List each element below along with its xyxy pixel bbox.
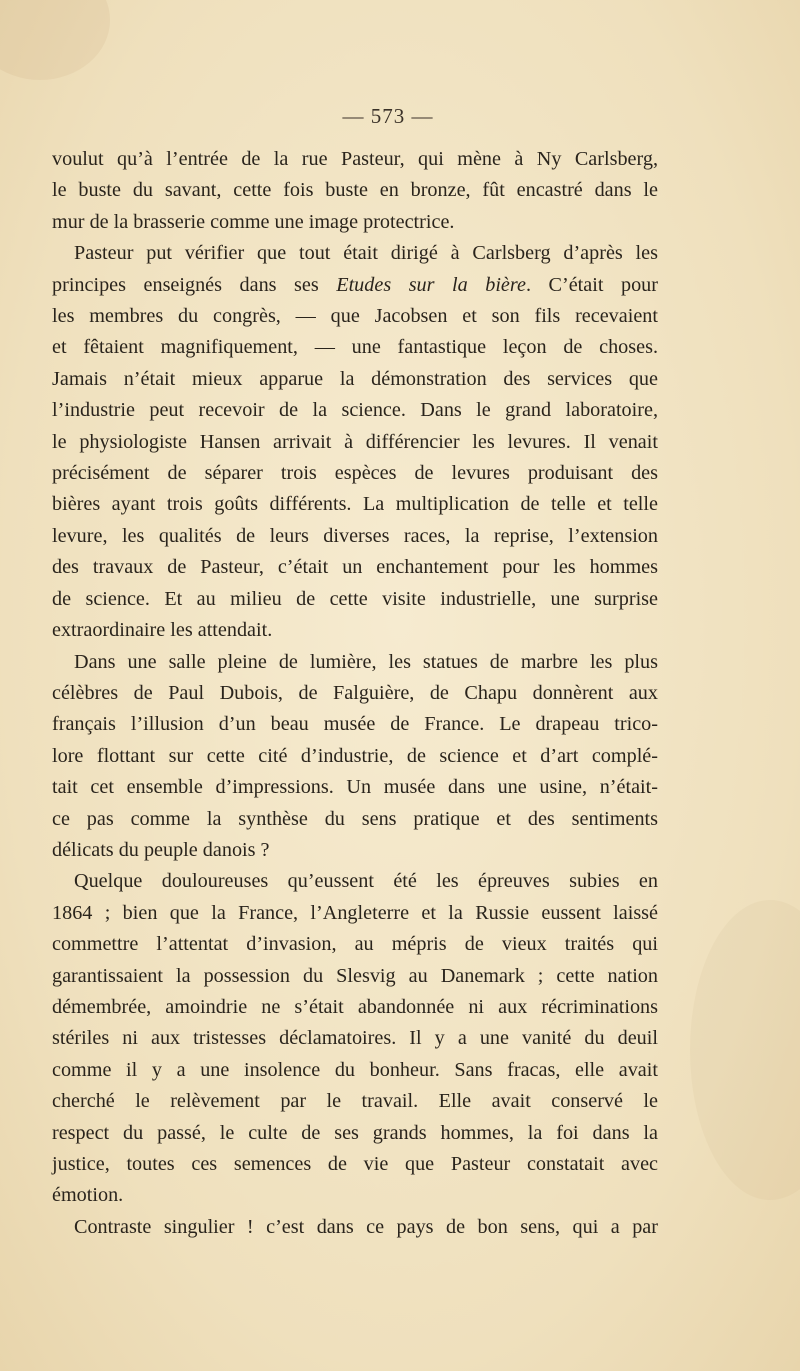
text-line: démembrée, amoindrie ne s’était abandonnée ni aux récriminations <box>52 995 658 1018</box>
body-text <box>52 144 658 1243</box>
paragraph <box>52 1212 658 1243</box>
text-line: principes enseignés dans ses Etudes sur la bière. C’était pour <box>52 273 658 296</box>
paper-stain <box>0 0 110 80</box>
text-line: commettre l’attentat d’invasion, au mépris de vieux traités qui <box>52 933 658 956</box>
page-number: — 573 — <box>342 104 434 128</box>
text-line: Dans une salle pleine de lumière, les statues de marbre les plus <box>74 650 658 673</box>
text-line: respect du passé, le culte de ses grands hommes, la foi dans la <box>52 1121 658 1144</box>
paragraph <box>52 144 658 238</box>
text-line: bières ayant trois goûts différents. La multiplication de telle et telle <box>52 493 658 516</box>
text-line: et fêtaient magnifiquement, — une fantastique leçon de choses. <box>52 336 658 359</box>
text-line: comme il y a une insolence du bonheur. Sans fracas, elle avait <box>52 1058 658 1081</box>
text-line: garantissaient la possession du Slesvig au Danemark ; cette nation <box>52 964 658 987</box>
paragraph <box>52 866 658 1211</box>
text-line: cherché le relèvement par le travail. Elle avait conservé le <box>52 1090 658 1113</box>
text-line: stériles ni aux tristesses déclamatoires. Il y a une vanité du deuil <box>52 1027 658 1050</box>
text-line: extraordinaire les attendait. <box>52 619 273 642</box>
text-line: des travaux de Pasteur, c’était un enchantement pour les hommes <box>52 556 658 579</box>
text-line: les membres du congrès, — que Jacobsen et son fils recevaient <box>52 305 658 328</box>
text-line: précisément de séparer trois espèces de levures produisant des <box>52 462 658 485</box>
text-line: Quelque douloureuses qu’eussent été les épreuves subies en <box>74 870 658 893</box>
text-line: tait cet ensemble d’impressions. Un musée dans une usine, n’était- <box>52 776 658 799</box>
text-line: ce pas comme la synthèse du sens pratique et des sentiments <box>52 807 658 830</box>
text-line: le physiologiste Hansen arrivait à différencier les levures. Il venait <box>52 430 658 453</box>
text-line: français l’illusion d’un beau musée de France. Le drapeau trico- <box>52 713 658 736</box>
text-line: voulut qu’à l’entrée de la rue Pasteur, qui mène à Ny Carlsberg, <box>52 148 658 170</box>
text-line: émotion. <box>52 1184 124 1207</box>
paragraph <box>52 647 658 867</box>
text-line: Pasteur put vérifier que tout était dirigé à Carlsberg d’après les <box>74 242 658 265</box>
book-title: Etudes sur la bière <box>336 273 526 296</box>
paper-stain <box>690 900 800 1200</box>
text-line: de science. Et au milieu de cette visite industrielle, une surprise <box>52 587 658 610</box>
text-line: levure, les qualités de leurs diverses races, la reprise, l’extension <box>52 524 658 547</box>
paragraph <box>52 238 658 646</box>
text-line: Jamais n’était mieux apparue la démonstration des services que <box>52 367 658 390</box>
text-line: 1864 ; bien que la France, l’Angleterre et la Russie eussent laissé <box>52 901 658 924</box>
text-line: justice, toutes ces semences de vie que Pasteur constatait avec <box>52 1153 658 1175</box>
text-line: mur de la brasserie comme une image protectrice. <box>52 210 455 233</box>
text-line: l’industrie peut recevoir de la science. Dans le grand laboratoire, <box>52 399 658 422</box>
text-line: célèbres de Paul Dubois, de Falguière, de Chapu donnèrent aux <box>52 681 658 704</box>
text-line: délicats du peuple danois ? <box>52 838 270 861</box>
text-line: Contraste singulier ! c’est dans ce pays de bon sens, qui a par <box>74 1215 658 1238</box>
text-line: le buste du savant, cette fois buste en bronze, fût encastré dans le <box>52 179 658 202</box>
text-line: lore flottant sur cette cité d’industrie, de science et d’art complé- <box>52 744 658 767</box>
